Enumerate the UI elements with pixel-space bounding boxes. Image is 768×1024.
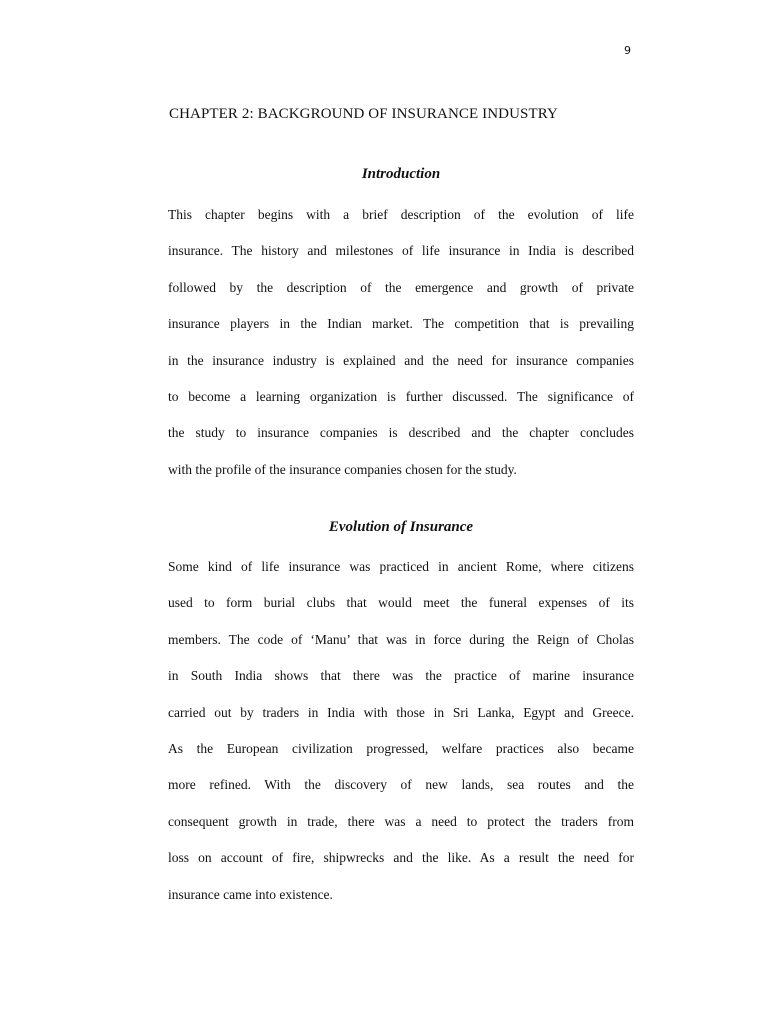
text-line: more refined. With the discovery of new lands, sea routes and the — [168, 777, 634, 793]
text-line: carried out by traders in India with those in Sri Lanka, Egypt and Greece. — [168, 704, 634, 720]
section-heading-introduction: Introduction — [361, 166, 441, 182]
text-line: in South India shows that there was the practice of marine insurance — [168, 668, 634, 684]
text-line: members. The code of ‘Manu’ that was in force during the Reign of Cholas — [168, 631, 634, 647]
section-heading-evolution: Evolution of Insurance — [328, 519, 474, 535]
text-line: This chapter begins with a brief description of the evolution of life — [168, 207, 634, 222]
text-line: used to form burial clubs that would meet the funeral expenses of its — [168, 595, 634, 611]
text-line: As the European civilization progressed, welfare practices also became — [168, 740, 634, 756]
text-line: followed by the description of the emergence and growth of private — [168, 279, 634, 295]
text-line: insurance. The history and milestones of life insurance in India is described — [168, 243, 634, 259]
text-line: Some kind of life insurance was practiced in ancient Rome, where citizens — [168, 559, 634, 574]
text-line: loss on account of fire, shipwrecks and the like. As a result the need for — [168, 850, 634, 866]
paragraph-introduction — [168, 206, 634, 497]
page-number: 9 — [624, 44, 631, 57]
chapter-title: CHAPTER 2: BACKGROUND OF INSURANCE INDUSTRY — [169, 106, 558, 122]
text-line: insurance came into existence. — [168, 886, 333, 902]
paragraph-evolution — [168, 558, 634, 922]
text-line: insurance players in the Indian market. The competition that is prevailing — [168, 316, 634, 332]
text-line: consequent growth in trade, there was a need to protect the traders from — [168, 813, 634, 829]
text-line: in the insurance industry is explained and the need for insurance companies — [168, 352, 634, 368]
text-line: the study to insurance companies is described and the chapter concludes — [168, 425, 634, 441]
text-line: with the profile of the insurance companies chosen for the study. — [168, 461, 517, 477]
text-line: to become a learning organization is further discussed. The significance of — [168, 388, 634, 404]
